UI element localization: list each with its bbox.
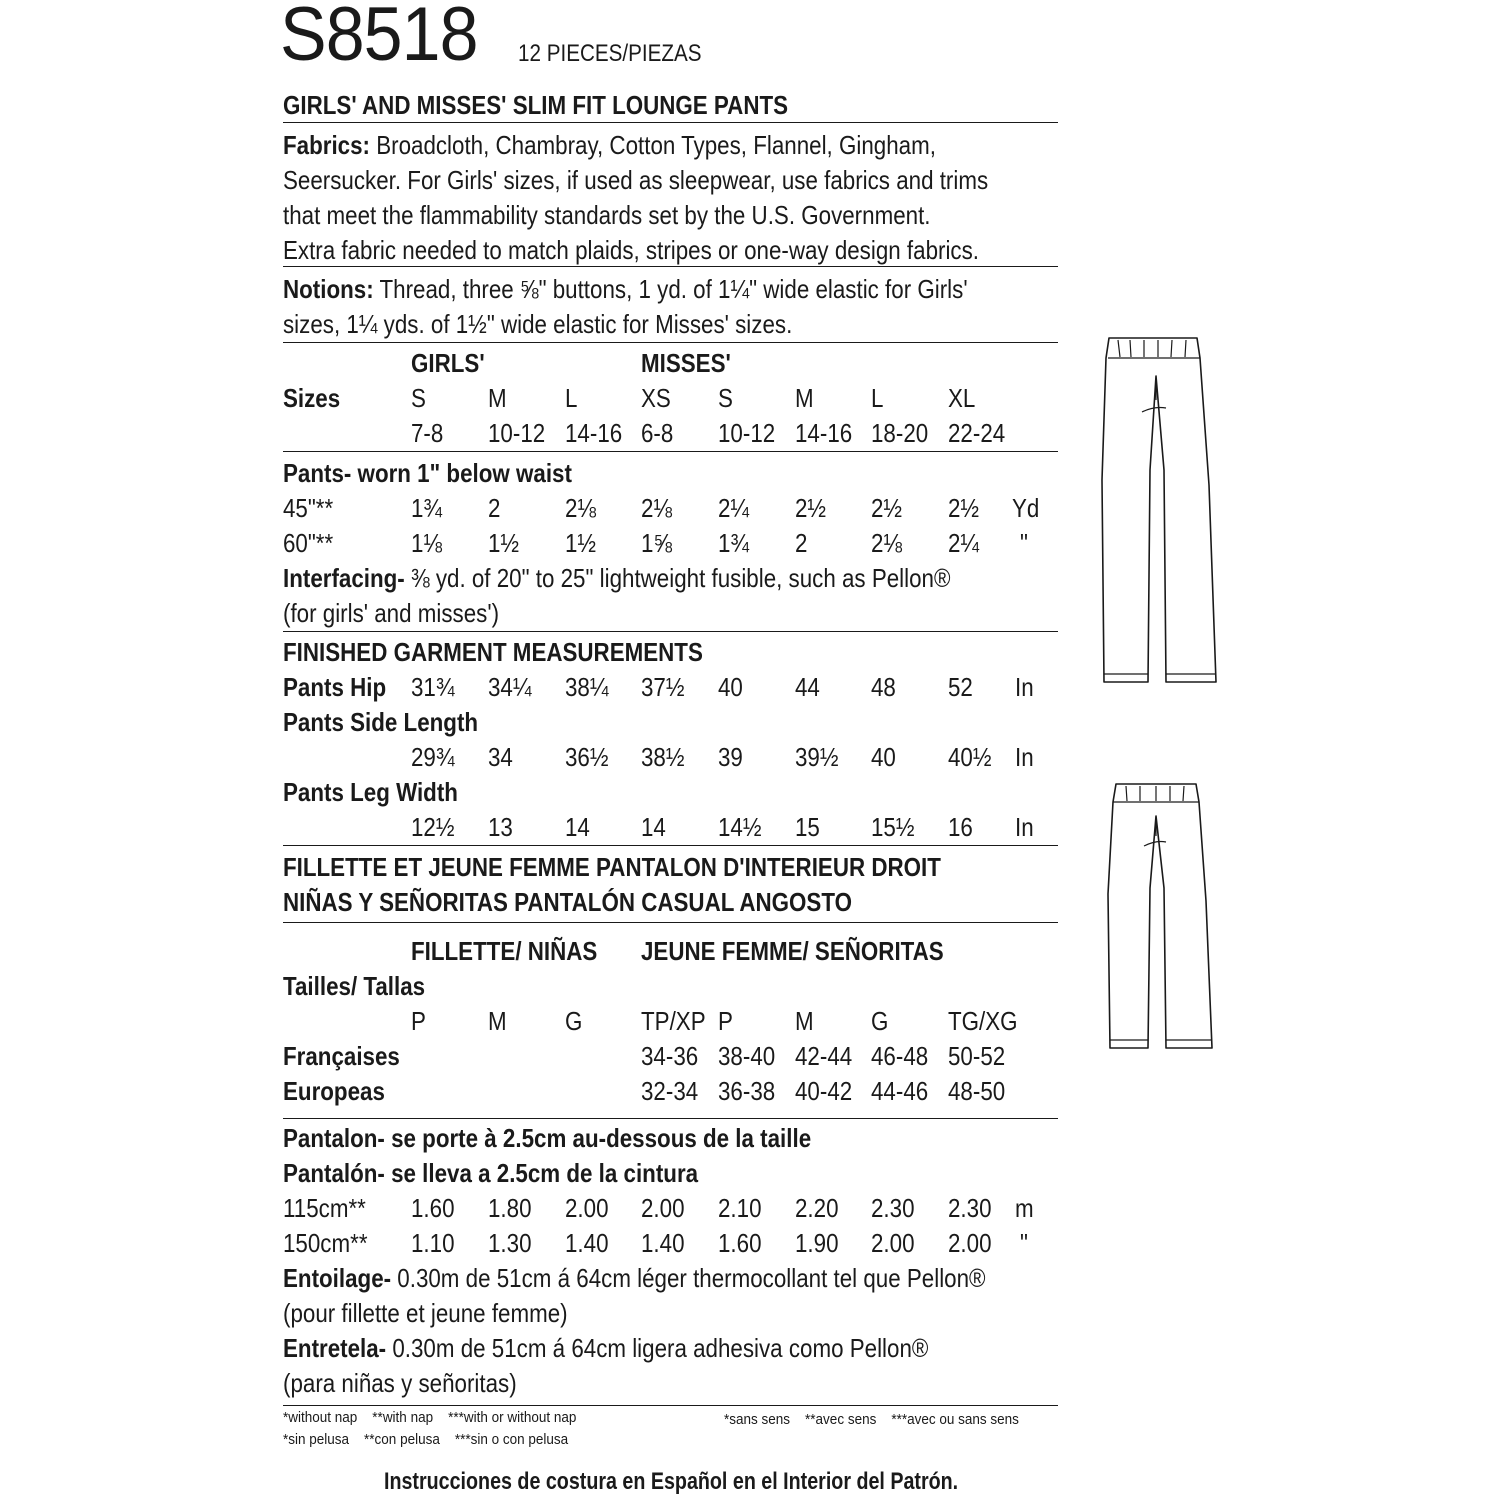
yardage-cell: 1¾ [411,493,443,523]
yardage-cell: 2½ [871,493,903,523]
size-letter: XL [948,383,976,413]
yardage-cell: 2¼ [718,493,750,523]
size-letter: G [871,1006,889,1036]
size-letter: P [718,1006,733,1036]
jeune-femme-label: JEUNE FEMME/ SEÑORITAS [641,936,944,966]
measure-cell: 48 [871,672,896,702]
entretela-note: (para niñas y señoritas) [283,1368,517,1398]
size-number: 22-24 [948,418,1006,448]
title-french: FILLETTE ET JEUNE FEMME PANTALON D'INTERIEUR DROIT [283,852,941,882]
fabrics-line-2: Seersucker. For Girls' sizes, if used as sleepwear, use fabrics and trims [283,165,989,195]
metric-cell: 2.00 [948,1228,992,1258]
footnote-english: *without nap **with nap ***with or without nap [283,1409,577,1426]
size-number: 14-16 [565,418,623,448]
size-range: 42-44 [795,1041,853,1071]
size-number: 10-12 [488,418,546,448]
side-length-label: Pants Side Length [283,707,479,737]
pantalon-heading-es: Pantalón- se lleva a 2.5cm de la cintura [283,1158,699,1188]
interfacing-label: Interfacing- [283,563,405,593]
girls-label: GIRLS' [411,348,485,378]
yardage-cell: 2⅛ [641,493,673,523]
spanish-instructions-note: Instrucciones de costura en Español en el Interior del Patrón. [384,1468,959,1495]
size-letter: S [411,383,426,413]
sizes-label: Sizes [283,383,341,413]
measure-cell: 40 [871,742,896,772]
divider [283,1118,1058,1119]
size-number: 14-16 [795,418,853,448]
interfacing-line: Interfacing- ⅜ yd. of 20" to 25" lightweight fusible, such as Pellon® [283,563,951,593]
metric-cell: 2.20 [795,1193,839,1223]
fabrics-line-4: Extra fabric needed to match plaids, stripes or one-way design fabrics. [283,235,979,265]
measure-cell: 14½ [718,812,762,842]
unit-label: In [1015,812,1034,842]
metric-cell: 2.10 [718,1193,762,1223]
metric-cell: 1.60 [718,1228,762,1258]
size-range: 36-38 [718,1076,776,1106]
measure-cell: 39½ [795,742,839,772]
size-letter: S [718,383,733,413]
row-label: 115cm** [283,1193,366,1223]
yardage-cell: 1¾ [718,528,750,558]
size-range: 48-50 [948,1076,1006,1106]
footnote-french: *sans sens **avec sens ***avec ou sans sens [724,1411,1019,1428]
measure-cell: 40½ [948,742,992,772]
measure-cell: 34 [488,742,513,772]
size-letter: G [565,1006,583,1036]
measure-cell: 34¼ [488,672,532,702]
measure-cell: 14 [641,812,666,842]
measure-cell: 31¾ [411,672,455,702]
pieces-count: 12 PIECES/PIEZAS [518,40,702,67]
unit-label: Yd [1012,493,1040,523]
size-number: 10-12 [718,418,776,448]
entretela-line: Entretela- 0.30m de 51cm á 64cm ligera adhesiva como Pellon® [283,1333,929,1363]
divider [283,631,1058,632]
measure-cell: 38¼ [565,672,609,702]
size-range: 38-40 [718,1041,776,1071]
row-label: 45"** [283,493,334,523]
interfacing-note: (for girls' and misses') [283,598,500,628]
fabrics-line-1: Fabrics: Broadcloth, Chambray, Cotton Types, Flannel, Gingham, [283,130,936,160]
yardage-cell: 1½ [488,528,520,558]
metric-cell: 1.60 [411,1193,455,1223]
misses-label: MISSES' [641,348,731,378]
pants-illustration-back [1104,776,1220,1058]
size-letter: TG/XG [948,1006,1018,1036]
row-label: 60"** [283,528,334,558]
yardage-cell: 2½ [948,493,980,523]
entoilage-label: Entoilage- [283,1263,392,1293]
unit-label: " [1020,528,1028,558]
yardage-cell: 1⅛ [411,528,443,558]
measure-cell: 12½ [411,812,455,842]
metric-cell: 1.80 [488,1193,532,1223]
divider [283,342,1058,343]
measure-cell: 15½ [871,812,915,842]
fabrics-label: Fabrics: [283,130,370,160]
metric-cell: 2.30 [871,1193,915,1223]
size-letter: XS [641,383,671,413]
measure-cell: 36½ [565,742,609,772]
fabrics-line-3: that meet the flammability standards set by the U.S. Government. [283,200,931,230]
metric-cell: 1.30 [488,1228,532,1258]
yardage-cell: 2 [795,528,808,558]
unit-label: " [1020,1228,1028,1258]
leg-width-label: Pants Leg Width [283,777,458,807]
divider [283,266,1058,267]
divider [283,1405,1058,1406]
metric-cell: 1.10 [411,1228,455,1258]
yardage-cell: 2¼ [948,528,980,558]
footnote-spanish: *sin pelusa **con pelusa ***sin o con pelusa [283,1431,569,1448]
row-label: Françaises [283,1041,400,1071]
entoilage-note: (pour fillette et jeune femme) [283,1298,568,1328]
size-letter: M [795,1006,814,1036]
divider [283,122,1058,123]
row-label: 150cm** [283,1228,368,1258]
metric-cell: 2.00 [565,1193,609,1223]
pattern-title: GIRLS' AND MISSES' SLIM FIT LOUNGE PANTS [283,90,789,120]
measure-cell: 39 [718,742,743,772]
measure-cell: 13 [488,812,513,842]
unit-label: In [1015,672,1034,702]
measure-cell: 38½ [641,742,685,772]
metric-cell: 1.40 [641,1228,685,1258]
metric-cell: 2.30 [948,1193,992,1223]
notions-line-1: Notions: Thread, three ⅝" buttons, 1 yd. of 1¼" wide elastic for Girls' [283,274,968,304]
divider [283,922,1058,923]
unit-label: In [1015,742,1034,772]
size-range: 40-42 [795,1076,853,1106]
title-spanish: NIÑAS Y SEÑORITAS PANTALÓN CASUAL ANGOSTO [283,887,852,917]
size-letter: M [488,1006,507,1036]
size-letter: TP/XP [641,1006,706,1036]
metric-cell: 1.90 [795,1228,839,1258]
finished-heading: FINISHED GARMENT MEASUREMENTS [283,637,703,667]
size-letter: P [411,1006,426,1036]
size-number: 6-8 [641,418,674,448]
measure-cell: 14 [565,812,590,842]
entretela-label: Entretela- [283,1333,387,1363]
pantalon-heading-fr: Pantalon- se porte à 2.5cm au-dessous de la taille [283,1123,812,1153]
unit-label: m [1015,1193,1034,1223]
yardage-cell: 2⅛ [565,493,597,523]
measure-cell: 37½ [641,672,685,702]
notions-line-2: sizes, 1¼ yds. of 1½" wide elastic for Misses' sizes. [283,309,793,339]
row-label: Europeas [283,1076,385,1106]
yardage-cell: 1⅝ [641,528,673,558]
divider [283,845,1058,846]
notions-label: Notions: [283,274,374,304]
measure-cell: 15 [795,812,820,842]
yardage-cell: 2½ [795,493,827,523]
measure-cell: 16 [948,812,973,842]
yardage-cell: 1½ [565,528,597,558]
divider [283,451,1058,452]
row-label: Pants Hip [283,672,387,702]
metric-cell: 2.00 [641,1193,685,1223]
size-number: 7-8 [411,418,444,448]
pants-heading: Pants- worn 1" below waist [283,458,572,488]
metric-cell: 1.40 [565,1228,609,1258]
metric-cell: 2.00 [871,1228,915,1258]
measure-cell: 44 [795,672,820,702]
size-letter: M [795,383,814,413]
entoilage-line: Entoilage- 0.30m de 51cm á 64cm léger thermocollant tel que Pellon® [283,1263,986,1293]
pants-illustration-front [1098,330,1224,692]
measure-cell: 52 [948,672,973,702]
yardage-cell: 2⅛ [871,528,903,558]
size-number: 18-20 [871,418,929,448]
fillette-label: FILLETTE/ NIÑAS [411,936,598,966]
measure-cell: 40 [718,672,743,702]
size-letter: M [488,383,507,413]
size-range: 46-48 [871,1041,929,1071]
size-range: 34-36 [641,1041,699,1071]
size-range: 50-52 [948,1041,1006,1071]
size-range: 32-34 [641,1076,699,1106]
size-letter: L [871,383,884,413]
tailles-label: Tailles/ Tallas [283,971,426,1001]
size-letter: L [565,383,578,413]
size-range: 44-46 [871,1076,929,1106]
pattern-number: S8518 [280,0,478,77]
yardage-cell: 2 [488,493,501,523]
measure-cell: 29¾ [411,742,455,772]
